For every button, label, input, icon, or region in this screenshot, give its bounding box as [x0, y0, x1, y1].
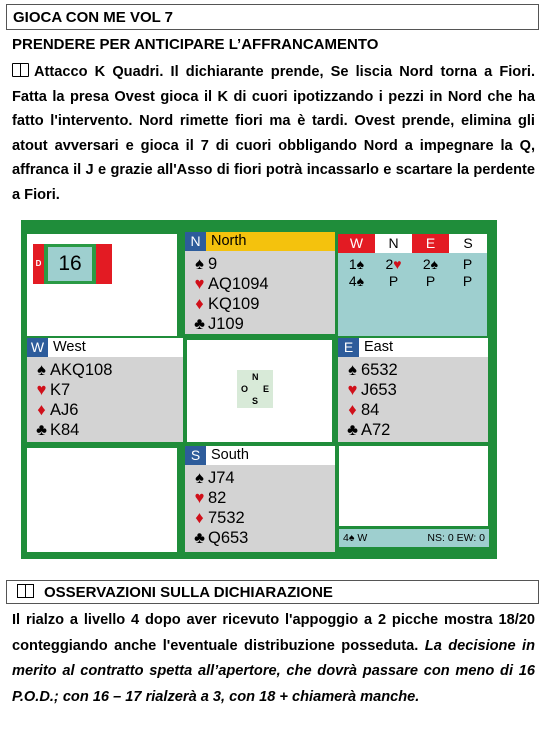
- bid-header-w: W: [338, 234, 375, 253]
- observations-title: OSSERVAZIONI SULLA DICHIARAZIONE: [44, 584, 333, 601]
- result-bar: [339, 529, 489, 547]
- west-hand: [27, 338, 183, 442]
- compass: [237, 370, 273, 408]
- seat-badge-west: W: [27, 338, 48, 357]
- intro-text: Attacco K Quadri. Il dichiarante prende, Se liscia Nord torna a Fiori. Fatta la presa Ovest gioca il K di cuori ipotizzando i pezzi in Nord che ha fatto l'intervento. Nord rimette fiori ma è tardi. Ovest prende, elimina gli atout avversari e gioca il 7 di cuori obbligando Nord a impegnare la Q, affranca il J e grazie all'Asso di fiori potrà incassarlo e scartare la perdente a Fiori.: [12, 64, 535, 203]
- bid-cell: P: [425, 273, 436, 289]
- board-number-cell: [27, 234, 177, 336]
- observations-paragraph: [12, 608, 535, 710]
- west-hearts: ♥ K7: [33, 380, 70, 400]
- seat-name-west: West: [53, 339, 86, 355]
- east-spades: ♠ 6532: [344, 360, 398, 380]
- spade-icon: ♠: [37, 361, 46, 379]
- compass-o: O: [241, 384, 249, 394]
- compass-e: E: [263, 384, 270, 394]
- east-hand: [338, 338, 488, 442]
- seat-name-north: North: [211, 233, 247, 249]
- bid-cell: 4♠: [348, 273, 365, 289]
- diamond-icon: ♦: [37, 401, 46, 419]
- bid-cell: 2♠: [422, 256, 439, 272]
- south-hearts: ♥ 82: [191, 488, 226, 508]
- observations-header: [6, 580, 539, 604]
- heart-icon: ♥: [36, 381, 47, 399]
- south-diamonds: ♦ 7532: [191, 508, 245, 528]
- spade-icon: ♠: [195, 469, 204, 487]
- bid-cell: P: [388, 273, 399, 289]
- heart-icon: ♥: [194, 489, 205, 507]
- south-hand: [185, 446, 335, 552]
- bid-header-s: S: [449, 234, 487, 253]
- bidding-table: [338, 234, 487, 336]
- diamond-icon: ♦: [348, 401, 357, 419]
- bid-cell: 1♠: [348, 256, 365, 272]
- bid-cell: P: [462, 256, 473, 272]
- west-spades: ♠ AKQ108: [33, 360, 112, 380]
- seat-badge-south: S: [185, 446, 206, 465]
- compass-s: S: [252, 396, 259, 406]
- bid-header-e: E: [412, 234, 449, 253]
- empty-cell: [339, 446, 488, 526]
- board-number: 16: [48, 247, 92, 281]
- compass-n: N: [252, 372, 259, 382]
- seat-name-south: South: [211, 447, 249, 463]
- club-icon: ♣: [36, 421, 47, 439]
- bid-cell: 2♥: [385, 256, 402, 272]
- vulnerability-indicator: [33, 244, 112, 284]
- spade-icon: ♠: [348, 361, 357, 379]
- seat-badge-east: E: [338, 338, 359, 357]
- club-icon: ♣: [194, 529, 205, 547]
- dealer-marker: D: [33, 244, 44, 284]
- north-hearts: ♥ AQ1094: [191, 274, 269, 294]
- book-icon: [12, 63, 29, 77]
- empty-cell: [27, 448, 177, 552]
- section-subtitle: PRENDERE PER ANTICIPARE L’AFFRANCAMENTO: [12, 36, 379, 53]
- score: NS: 0 EW: 0: [427, 532, 485, 544]
- north-diamonds: ♦ KQ109: [191, 294, 259, 314]
- observations-text: Il rialzo a livello 4 dopo aver ricevuto l'appoggio a 2 picche mostra 18/20 conteggiando anche l'eventuale distribuzione posseduta.: [12, 612, 535, 654]
- south-clubs: ♣ Q653: [191, 528, 248, 548]
- seat-badge-north: N: [185, 232, 206, 251]
- club-icon: ♣: [347, 421, 358, 439]
- heart-icon: ♥: [194, 275, 205, 293]
- east-diamonds: ♦ 84: [344, 400, 379, 420]
- north-spades: ♠ 9: [191, 254, 217, 274]
- contract: 4♠ W: [343, 532, 368, 544]
- west-clubs: ♣ K84: [33, 420, 79, 440]
- document-title: GIOCA CON ME VOL 7: [6, 4, 539, 30]
- heart-icon: ♥: [347, 381, 358, 399]
- north-clubs: ♣ J109: [191, 314, 244, 334]
- spade-icon: ♠: [195, 255, 204, 273]
- bridge-board: [21, 220, 497, 559]
- bid-header-n: N: [375, 234, 412, 253]
- club-icon: ♣: [194, 315, 205, 333]
- intro-paragraph: [12, 60, 535, 207]
- east-clubs: ♣ A72: [344, 420, 390, 440]
- diamond-icon: ♦: [195, 295, 204, 313]
- table-center: [187, 340, 332, 442]
- seat-name-east: East: [364, 339, 394, 355]
- north-hand: [185, 232, 335, 334]
- bid-cell: P: [462, 273, 473, 289]
- diamond-icon: ♦: [195, 509, 204, 527]
- vulnerability-bar: [96, 244, 112, 284]
- book-icon: [17, 584, 34, 598]
- east-hearts: ♥ J653: [344, 380, 397, 400]
- south-spades: ♠ J74: [191, 468, 235, 488]
- west-diamonds: ♦ AJ6: [33, 400, 78, 420]
- observations-italic-text: La decisione in merito al contratto spetta all’apertore, che dovrà passare con meno di 16 P.O.D.; con 16 – 17 rialzerà a 3, con 18 + chiamerà manche.: [12, 637, 535, 705]
